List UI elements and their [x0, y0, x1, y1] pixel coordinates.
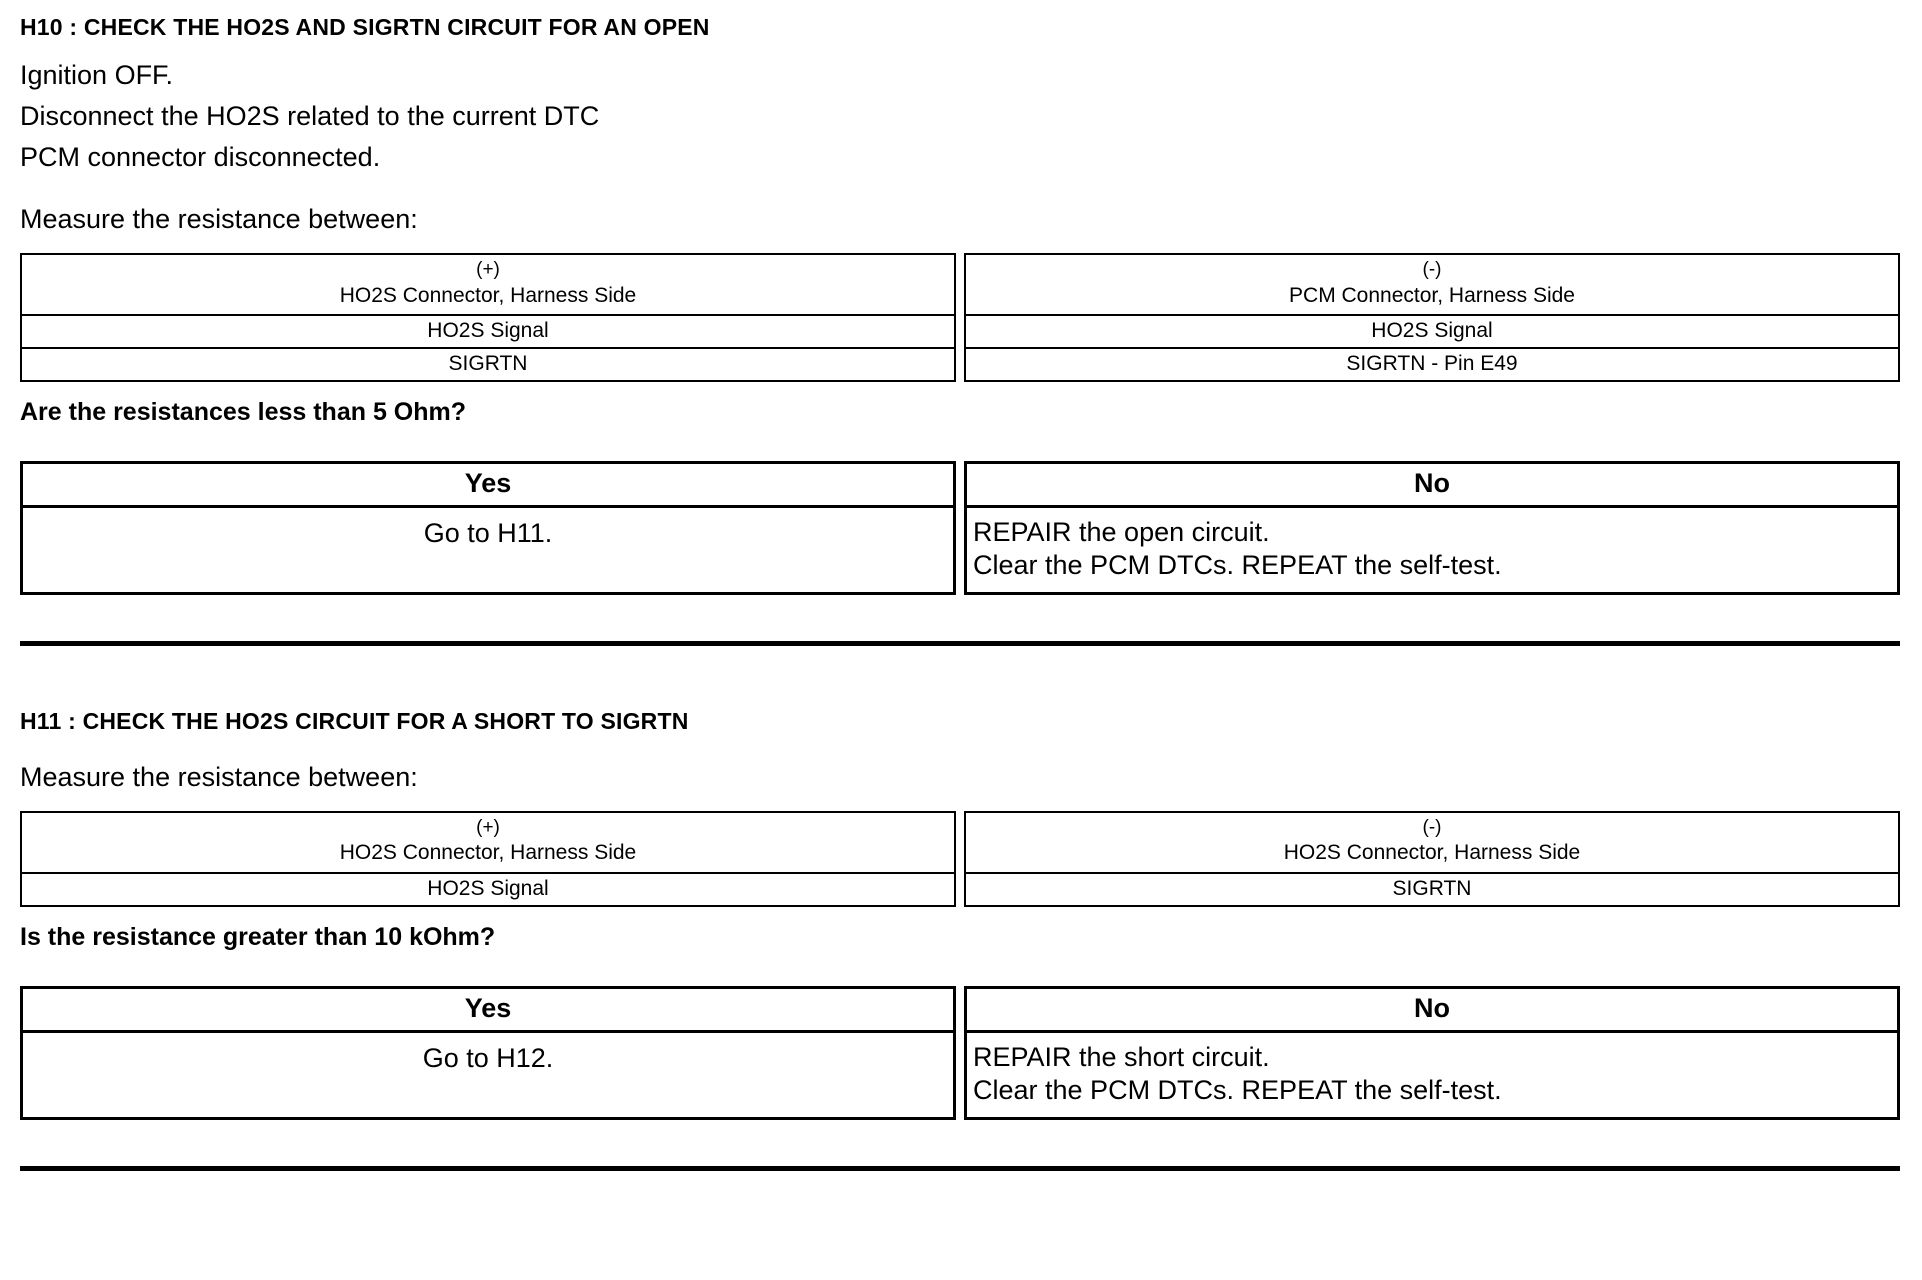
- no-answer-line: REPAIR the open circuit.: [973, 517, 1270, 548]
- step-title-h11: H11 : CHECK THE HO2S CIRCUIT FOR A SHORT TO SIGRTN: [20, 708, 689, 735]
- section-h11: [20, 708, 1902, 1171]
- measurement-negative-header-cell: [965, 254, 1899, 315]
- no-column-header: No: [966, 463, 1899, 507]
- yes-column-header: Yes: [22, 988, 955, 1032]
- positive-header-label: HO2S Connector, Harness Side: [339, 841, 637, 865]
- positive-polarity-symbol: (+): [476, 259, 500, 281]
- section-h10: [20, 14, 1902, 646]
- table-row: [21, 254, 1899, 315]
- column-gap: [955, 1032, 966, 1119]
- measurement-table-h11: [20, 811, 1900, 907]
- answer-table-h11: [20, 986, 1900, 1120]
- negative-polarity-symbol: (-): [1422, 259, 1442, 281]
- column-gap: [955, 507, 966, 594]
- no-answer-cell: [966, 507, 1899, 594]
- negative-polarity-symbol: (-): [1422, 817, 1442, 839]
- measurement-negative-header-cell: [965, 812, 1899, 873]
- step-instruction-line: Disconnect the HO2S related to the current DTC: [20, 101, 600, 131]
- measurement-negative-cell: SIGRTN: [965, 873, 1899, 906]
- measurement-table-h10: [20, 253, 1900, 382]
- table-row: [22, 988, 1899, 1032]
- measurement-positive-cell: HO2S Signal: [21, 873, 955, 906]
- no-answer-cell: [966, 1032, 1899, 1119]
- negative-header-label: PCM Connector, Harness Side: [1289, 283, 1575, 307]
- column-gap: [955, 988, 966, 1032]
- table-row: [21, 873, 1899, 906]
- step-instruction-line: PCM connector disconnected.: [20, 142, 381, 173]
- table-row: [22, 463, 1899, 507]
- column-gap: [955, 315, 965, 348]
- column-gap: [955, 463, 966, 507]
- no-answer-line: REPAIR the short circuit.: [973, 1042, 1270, 1073]
- measure-intro-h10: Measure the resistance between:: [20, 203, 418, 234]
- no-column-header: No: [966, 988, 1899, 1032]
- column-gap: [955, 348, 965, 381]
- no-answer-line: Clear the PCM DTCs. REPEAT the self-test.: [973, 550, 1502, 581]
- answer-table-h10: [20, 461, 1900, 595]
- yes-answer-cell: Go to H12.: [22, 1032, 955, 1119]
- column-gap: [955, 254, 965, 315]
- no-answer-line: Clear the PCM DTCs. REPEAT the self-test.: [973, 1075, 1502, 1106]
- table-row: [22, 507, 1899, 594]
- column-gap: [955, 873, 965, 906]
- question-h10: Are the resistances less than 5 Ohm?: [20, 398, 467, 427]
- measurement-negative-cell: HO2S Signal: [965, 315, 1899, 348]
- table-row: [21, 315, 1899, 348]
- positive-header-label: HO2S Connector, Harness Side: [339, 283, 637, 307]
- negative-header-label: HO2S Connector, Harness Side: [1283, 841, 1581, 865]
- column-gap: [955, 812, 965, 873]
- positive-polarity-symbol: (+): [476, 817, 500, 839]
- measurement-positive-header-cell: [21, 812, 955, 873]
- yes-answer-cell: Go to H11.: [22, 507, 955, 594]
- table-row: [21, 348, 1899, 381]
- section-spacer: [20, 646, 1902, 702]
- measurement-positive-header-cell: [21, 254, 955, 315]
- table-row: [22, 1032, 1899, 1119]
- step-title-h10: H10 : CHECK THE HO2S AND SIGRTN CIRCUIT FOR AN OPEN: [20, 14, 710, 40]
- table-row: [21, 812, 1899, 873]
- measure-intro-h11: Measure the resistance between:: [20, 761, 418, 792]
- question-h11: Is the resistance greater than 10 kOhm?: [20, 923, 496, 952]
- measurement-positive-cell: SIGRTN: [21, 348, 955, 381]
- measurement-negative-cell: SIGRTN - Pin E49: [965, 348, 1899, 381]
- measurement-positive-cell: HO2S Signal: [21, 315, 955, 348]
- step-instruction-line: Ignition OFF.: [20, 59, 174, 90]
- yes-column-header: Yes: [22, 463, 955, 507]
- section-divider: [20, 1166, 1900, 1171]
